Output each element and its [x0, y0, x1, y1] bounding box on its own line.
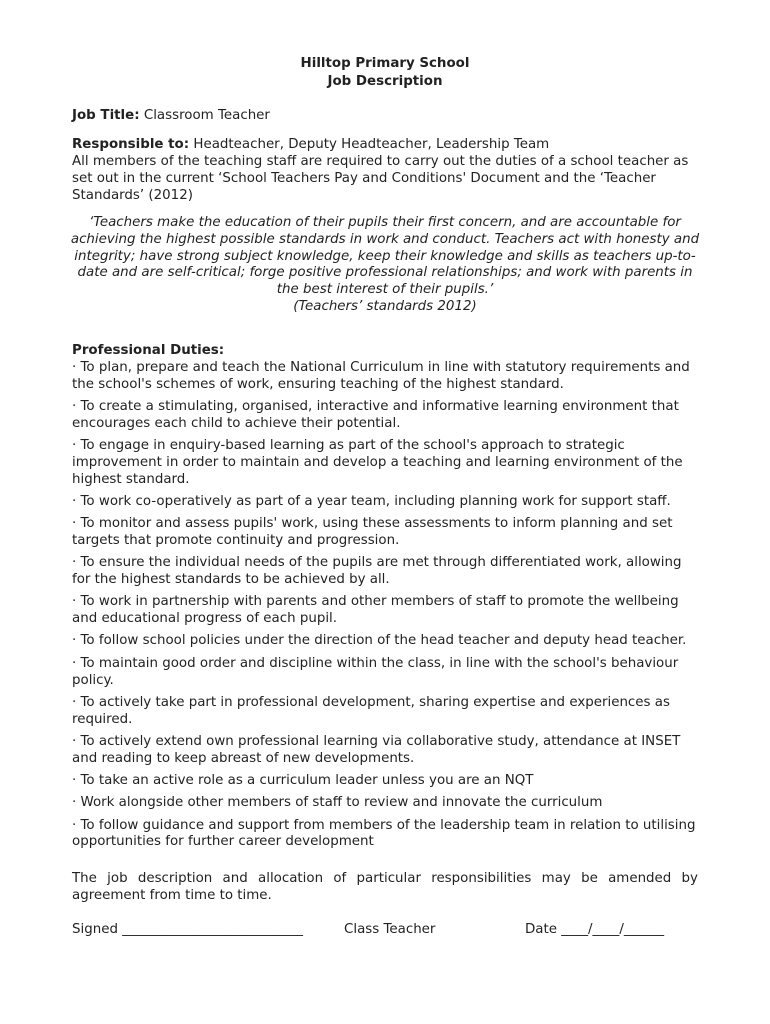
responsible-to-label: Responsible to:: [72, 137, 190, 152]
quote-source: (Teachers’ standards 2012): [293, 298, 477, 314]
duty-item: · To work co-operatively as part of a year team, including planning work for support staff.: [72, 493, 671, 509]
duty-item: · To work in partnership with parents and other members of staff to promote the wellbeing and educational progress of each pupil.: [72, 594, 679, 627]
duty-item: · To take an active role as a curriculum leader unless you are an NQT: [72, 773, 534, 789]
professional-duties-section: [72, 343, 702, 857]
duty-item: · To engage in enquiry-based learning as part of the school's approach to strategic improvement in order to maintain and develop a teaching and learning environment of the highest standard.: [72, 437, 683, 487]
class-teacher-label: Class Teacher: [344, 922, 436, 937]
duty-item: · To actively extend own professional learning via collaborative study, attendance at INSET and reading to keep abreast of new developments.: [72, 733, 681, 766]
responsible-to-line: [72, 137, 702, 154]
duty-item: · Work alongside other members of staff to review and innovate the curriculum: [72, 795, 603, 811]
signature-row: [72, 922, 712, 942]
job-title-label: Job Title:: [72, 108, 140, 123]
teachers-standards-quote: [70, 215, 700, 316]
duty-item: · To maintain good order and discipline within the class, in line with the school's behaviour policy.: [72, 655, 679, 688]
date-field[interactable]: Date ____/____/______: [525, 922, 665, 937]
duty-item: · To create a stimulating, organised, interactive and informative learning environment that encourages each child to achieve their potential.: [72, 398, 679, 431]
responsible-to-value: Headteacher, Deputy Headteacher, Leadership Team: [193, 137, 550, 152]
job-title-line: [72, 108, 702, 125]
duties-heading: Professional Duties:: [72, 343, 225, 358]
duty-item: · To ensure the individual needs of the pupils are met through differentiated work, allowing for the highest standards to be achieved by all.: [72, 555, 682, 588]
duty-item: · To actively take part in professional development, sharing expertise and experiences as required.: [72, 694, 670, 727]
duty-item: · To plan, prepare and teach the National Curriculum in line with statutory requirements and the school's schemes of work, ensuring teaching of the highest standard.: [72, 359, 690, 392]
school-name: Hilltop Primary School: [300, 56, 470, 71]
duty-item: · To monitor and assess pupils' work, using these assessments to inform planning and set targets that promote continuity and progression.: [72, 516, 673, 548]
job-title-value: Classroom Teacher: [143, 108, 270, 123]
document-header: [0, 55, 770, 91]
closing-paragraph: The job description and allocation of particular responsibilities may be amended by agreement from time to time.: [72, 871, 698, 903]
duty-item: · To follow guidance and support from members of the leadership team in relation to utilising opportunities for further career development: [72, 817, 696, 850]
document-type: Job Description: [327, 74, 443, 89]
signed-field[interactable]: Signed ___________________________: [72, 922, 303, 937]
duty-item: · To follow school policies under the direction of the head teacher and deputy head teacher.: [72, 633, 687, 649]
intro-paragraph: All members of the teaching staff are required to carry out the duties of a school teacher as set out in the current ‘School Teachers Pay and Conditions' Document and the ‘Teacher Standards’ (2012): [72, 154, 689, 203]
quote-text: ‘Teachers make the education of their pupils their first concern, and are accountable for achieving the highest possible standards in work and conduct. Teachers act with honesty and integrity; have strong subject knowledge, keep their knowledge and skills as teachers up-to-date and are self-critical; forge positive professional relationships; and work with parents in the best interest of their pupils.’: [70, 215, 700, 298]
